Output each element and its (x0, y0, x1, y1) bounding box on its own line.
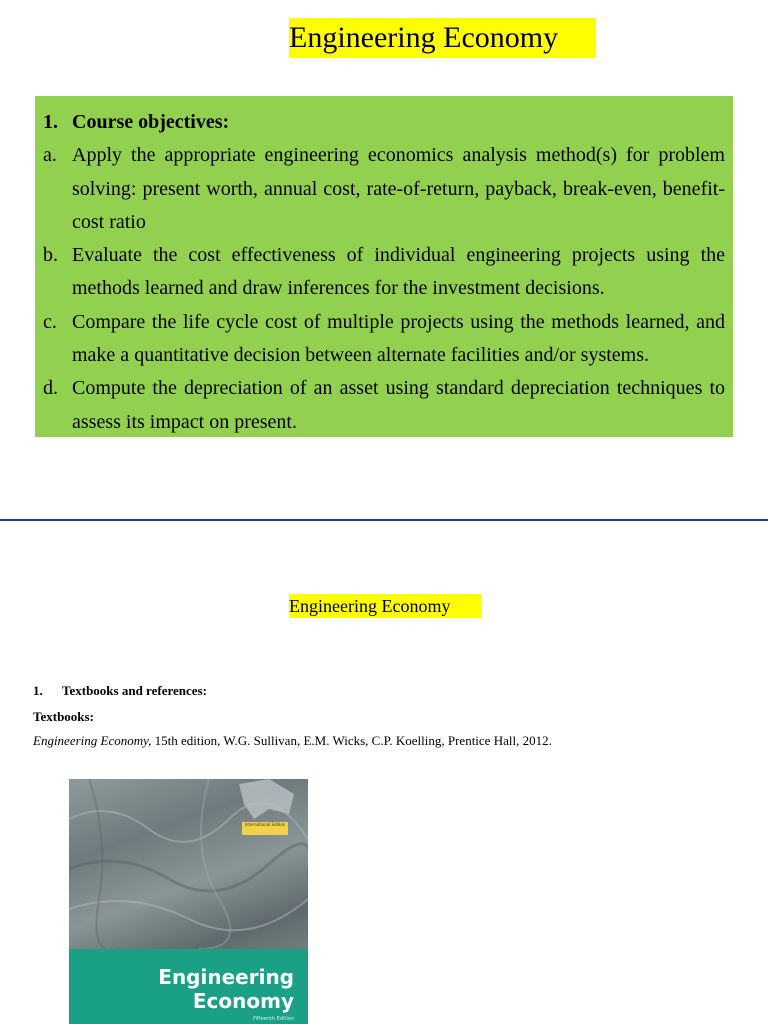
page-divider (0, 519, 768, 521)
objective-item (43, 239, 725, 306)
objective-text: Evaluate the cost effectiveness of individual engineering projects using the methods learned and draw inferences for the investment decisions. (72, 244, 725, 300)
objective-letter: b. (43, 244, 58, 267)
reference-title: Engineering Economy, (33, 733, 152, 748)
objectives-heading-number: 1. (43, 111, 58, 133)
objectives-heading (43, 106, 725, 139)
section-number: 1. (33, 683, 43, 698)
objective-item (43, 139, 725, 239)
slide1-title: Engineering Economy (289, 18, 596, 58)
objectives-heading-text: Course objectives: (72, 111, 230, 133)
objective-letter: d. (43, 377, 58, 400)
cover-title-line1: Engineering (158, 965, 294, 989)
course-objectives-box (35, 96, 733, 437)
objective-text: Compare the life cycle cost of multiple projects using the methods learned, and make a quantitative decision between alternate facilities and/or systems. (72, 310, 725, 367)
objective-item (43, 372, 725, 439)
textbooks-section-heading (33, 683, 207, 699)
cover-title-line2: Economy (192, 989, 294, 1013)
objective-letter: c. (43, 310, 57, 333)
section-heading-text: Textbooks and references: (62, 683, 207, 698)
cover-edition: Fifteenth Edition (253, 1016, 294, 1022)
reference-details: 15th edition, W.G. Sullivan, E.M. Wicks, C.P. Koelling, Prentice Hall, 2012. (151, 733, 552, 748)
objective-letter: a. (43, 144, 57, 167)
cover-badge: International Edition (242, 822, 288, 835)
cover-title (158, 965, 294, 1013)
objective-item (43, 306, 725, 373)
slide2-title: Engineering Economy (289, 594, 481, 618)
textbooks-label: Textbooks: (33, 709, 94, 724)
book-cover-image (69, 779, 308, 1024)
objective-text: Compute the depreciation of an asset using standard depreciation techniques to assess its impact on present. (72, 377, 725, 433)
textbook-reference (33, 733, 552, 749)
objective-text: Apply the appropriate engineering economics analysis method(s) for problem solving: present worth, annual cost, rate-of-return, payback, break-even, benefit-cost ratio (72, 144, 725, 233)
